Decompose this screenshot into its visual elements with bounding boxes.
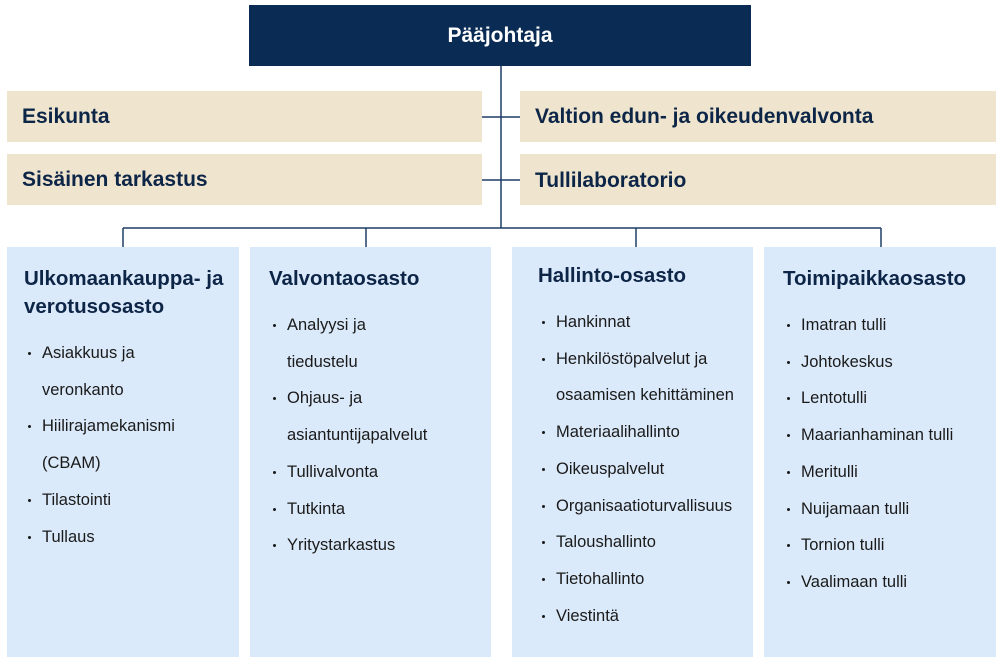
list-item: Vaalimaan tulli (783, 564, 986, 601)
list-item: osaamisen kehittäminen (556, 386, 734, 405)
staff-unit-label: Esikunta (22, 104, 110, 128)
list-item: Yritystarkastus (269, 527, 481, 564)
department-item-list (783, 307, 986, 601)
staff-unit-laboratory (520, 154, 996, 205)
department-title-line: Ulkomaankauppa- ja (24, 267, 224, 290)
list-item: Oikeuspalvelut (538, 451, 743, 488)
list-item: Tornion tulli (783, 527, 986, 564)
list-item: Organisaatioturvallisuus (538, 488, 743, 525)
director-general-label: Pääjohtaja (447, 23, 553, 47)
list-item: Hankinnat (538, 304, 743, 341)
list-item: Lentotulli (783, 380, 986, 417)
department-title-line: Hallinto-osasto (538, 264, 687, 287)
list-item: Taloushallinto (538, 524, 743, 561)
department-title (269, 265, 481, 293)
list-item: Maarianhaminan tulli (783, 417, 986, 454)
list-item: veronkanto (42, 380, 124, 399)
department-customs-offices (764, 247, 996, 657)
staff-unit-label: Tullilaboratorio (535, 169, 687, 192)
list-item: Tutkinta (269, 491, 481, 528)
list-item: Tietohallinto (538, 561, 743, 598)
list-item: Tullaus (24, 519, 229, 556)
department-title (24, 265, 229, 321)
list-item: Analyysi ja (269, 307, 481, 344)
department-item-list (269, 307, 481, 564)
department-enforcement (250, 247, 491, 657)
staff-unit-label: Valtion edun- ja oikeudenvalvonta (535, 104, 874, 128)
director-general-box (249, 5, 751, 66)
department-title-line: verotusosasto (24, 295, 165, 318)
list-item: Asiakkuus ja (24, 335, 229, 372)
list-item: Meritulli (783, 454, 986, 491)
staff-unit-internal-audit (7, 154, 482, 205)
list-item: Hiilirajamekanismi (24, 408, 229, 445)
department-title (538, 262, 743, 290)
list-item: Viestintä (538, 598, 743, 635)
list-item: Materiaalihallinto (538, 414, 743, 451)
department-foreign-trade-taxation (7, 247, 239, 657)
department-administration (512, 247, 753, 657)
list-item: Tilastointi (24, 482, 229, 519)
list-item: (CBAM) (42, 454, 101, 473)
list-item: Tullivalvonta (269, 454, 481, 491)
list-item: Johtokeskus (783, 344, 986, 381)
staff-unit-esikunta (7, 91, 482, 142)
list-item: Imatran tulli (783, 307, 986, 344)
list-item: Henkilöstöpalvelut ja (538, 341, 743, 378)
department-title (783, 265, 986, 293)
list-item: tiedustelu (287, 352, 358, 371)
department-title-line: Valvontaosasto (269, 267, 420, 290)
department-title-line: Toimipaikkaosasto (783, 267, 967, 290)
list-item: Ohjaus- ja (269, 380, 481, 417)
staff-unit-legal-supervision (520, 91, 996, 142)
department-item-list (538, 304, 743, 634)
list-item: asiantuntijapalvelut (287, 426, 428, 445)
staff-unit-label: Sisäinen tarkastus (22, 167, 208, 191)
department-item-list (24, 335, 229, 555)
list-item: Nuijamaan tulli (783, 491, 986, 528)
